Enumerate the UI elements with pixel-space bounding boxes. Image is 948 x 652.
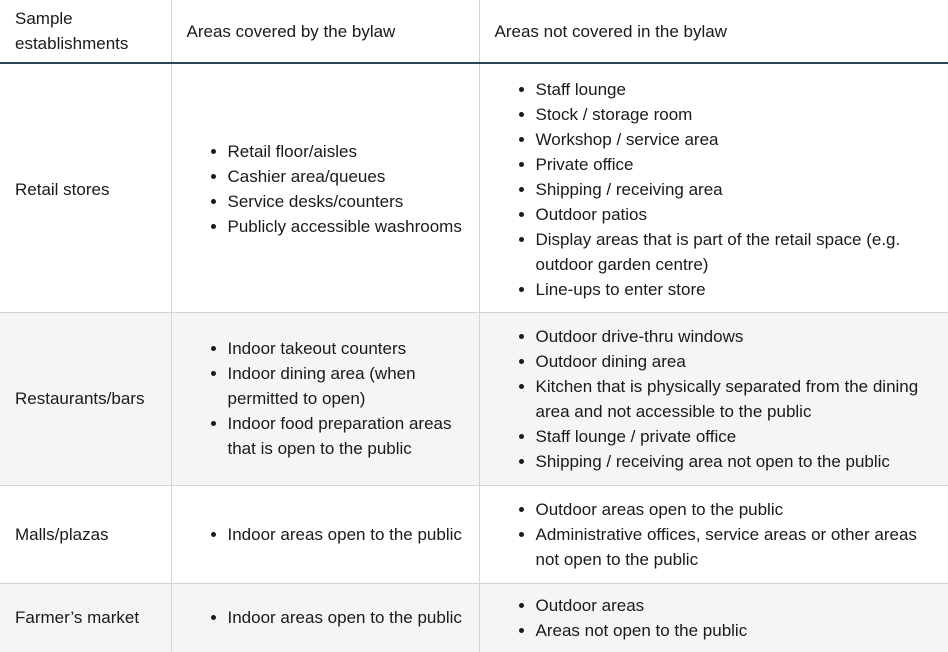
not-covered-cell: [479, 583, 948, 652]
table-row: [0, 63, 948, 312]
list-item: • Cashier area/queues: [228, 164, 464, 189]
table-row: [0, 583, 948, 652]
list-item: • Service desks/counters: [228, 189, 464, 214]
list-item: • Administrative offices, service areas or other areas not open to the public: [536, 522, 934, 572]
covered-cell: [171, 485, 479, 583]
header-establishments: Sample establishments: [0, 0, 171, 63]
establishment-cell: Farmer’s market: [0, 583, 171, 652]
not-covered-cell: [479, 485, 948, 583]
covered-list: [187, 522, 464, 547]
list-item: • Indoor takeout counters: [228, 336, 464, 361]
list-item: • Line-ups to enter store: [536, 277, 934, 302]
list-item: • Shipping / receiving area not open to the public: [536, 449, 934, 474]
list-item: • Outdoor drive-thru windows: [536, 324, 934, 349]
list-item: • Retail floor/aisles: [228, 139, 464, 164]
list-item: • Publicly accessible washrooms: [228, 214, 464, 239]
list-item: • Indoor areas open to the public: [228, 522, 464, 547]
header-covered: Areas covered by the bylaw: [171, 0, 479, 63]
list-item: • Indoor areas open to the public: [228, 605, 464, 630]
list-item: • Workshop / service area: [536, 127, 934, 152]
covered-list: [187, 336, 464, 461]
list-item: • Outdoor patios: [536, 202, 934, 227]
header-not-covered: Areas not covered in the bylaw: [479, 0, 948, 63]
table-row: [0, 485, 948, 583]
covered-list: [187, 139, 464, 239]
covered-cell: [171, 63, 479, 312]
list-item: • Outdoor dining area: [536, 349, 934, 374]
list-item: • Outdoor areas: [536, 593, 934, 618]
list-item: • Staff lounge: [536, 77, 934, 102]
list-item: • Areas not open to the public: [536, 618, 934, 643]
list-item: • Outdoor areas open to the public: [536, 497, 934, 522]
not-covered-cell: [479, 312, 948, 485]
list-item: • Kitchen that is physically separated from the dining area and not accessible to the public: [536, 374, 934, 424]
not-covered-list: [495, 593, 934, 643]
table-header: [0, 0, 948, 63]
list-item: • Private office: [536, 152, 934, 177]
not-covered-cell: [479, 63, 948, 312]
list-item: • Indoor dining area (when permitted to open): [228, 361, 464, 411]
not-covered-list: [495, 77, 934, 302]
header-row: [0, 0, 948, 63]
not-covered-list: [495, 497, 934, 572]
establishment-cell: Retail stores: [15, 179, 110, 199]
list-item: • Display areas that is part of the retail space (e.g. outdoor garden centre): [536, 227, 934, 277]
list-item: • Stock / storage room: [536, 102, 934, 127]
covered-list: [187, 605, 464, 630]
not-covered-list: [495, 324, 934, 474]
list-item: • Indoor food preparation areas that is open to the public: [228, 411, 464, 461]
covered-cell: [171, 312, 479, 485]
list-item: • Staff lounge / private office: [536, 424, 934, 449]
establishment-cell: Malls/plazas: [0, 485, 171, 583]
table-row: [0, 312, 948, 485]
establishment-cell: Restaurants/bars: [0, 312, 171, 485]
covered-cell: [171, 583, 479, 652]
list-item: • Shipping / receiving area: [536, 177, 934, 202]
